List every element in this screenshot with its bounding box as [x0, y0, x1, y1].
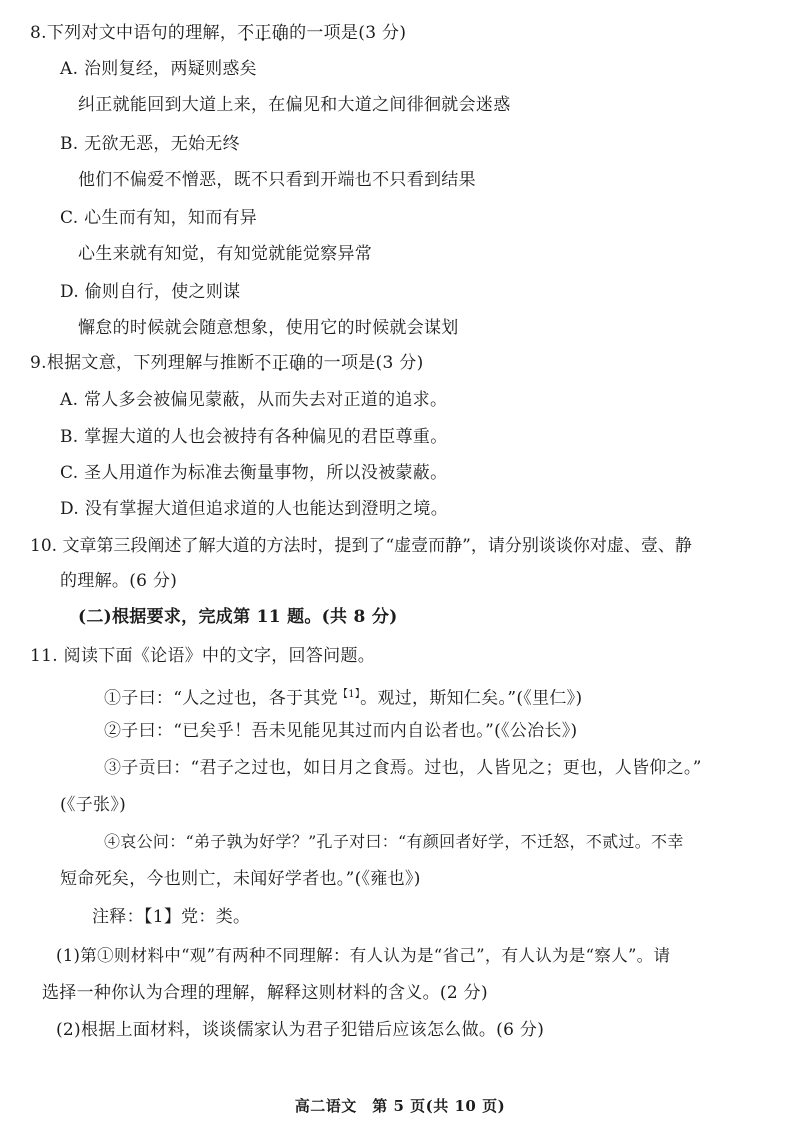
q9-option-a: A. 常人多会被偏见蒙蔽，从而失去对正道的追求。 — [60, 390, 448, 410]
q8-option-b: B. 无欲无恶，无始无终 — [60, 134, 240, 154]
q8-emphasis-char: 不 — [237, 23, 255, 43]
q11-material-3-line-2: (《子张》) — [60, 795, 127, 815]
q9-option-c: C. 圣人用道作为标准去衡量事物，所以没被蒙蔽。 — [60, 463, 448, 483]
q11-sub-1-line-1: (1)第①则材料中“观”有两种不同理解：有人认为是“省己”，有人认为是“察人”。请 — [56, 946, 671, 965]
q8-stem — [30, 22, 406, 44]
q11-material-1-text-b: 。观过，斯知仁矣。”(《里仁》) — [360, 688, 583, 709]
q11-material-2: ②子曰：“已矣乎！吾未见能见其过而内自讼者也。”(《公冶长》) — [104, 721, 578, 741]
q9-stem-text-b: 的一项是(3 分) — [306, 353, 424, 373]
q11-material-4-line-2: 短命死矣，今也则亡，未闻好学者也。”(《雍也》) — [60, 869, 421, 889]
q9-emphasis-char: 不 — [254, 353, 272, 373]
q9-emphasis-char: 正 — [271, 353, 290, 373]
q11-material-1 — [104, 684, 582, 710]
q9-stem-text-a: 9.根据文意，下列理解与推断 — [30, 353, 255, 373]
q8-option-d-explain: 懈怠的时候就会随意想象，使用它的时候就会谋划 — [78, 318, 459, 338]
section-2-heading: (二)根据要求，完成第 11 题。(共 8 分) — [78, 607, 398, 627]
q9-option-d: D. 没有掌握大道但追求道的人也能达到澄明之境。 — [60, 499, 449, 519]
q10-line-1: 10. 文章第三段阐述了解大道的方法时，提到了“虚壹而静”，请分别谈谈你对虚、壹、静 — [30, 536, 692, 556]
q8-stem-text-a: 8.下列对文中语句的理解， — [30, 23, 238, 43]
q9-stem — [30, 352, 424, 374]
q8-emphasis-char: 确 — [271, 23, 290, 43]
q11-material-4-line-1: ④哀公问：“弟子孰为好学？”孔子对曰：“有颜回者好学，不迁怒，不贰过。不幸 — [104, 832, 684, 851]
q11-sub-2: (2)根据上面材料，谈谈儒家认为君子犯错后应该怎么做。(6 分) — [56, 1020, 545, 1040]
q11-stem: 11. 阅读下面《论语》中的文字，回答问题。 — [30, 646, 376, 666]
q11-material-3-line-1: ③子贡曰：“君子之过也，如日月之食焉。过也，人皆见之；更也，人皆仰之。” — [104, 758, 702, 778]
q8-emphasis-char: 正 — [254, 23, 272, 43]
q11-note: 注释：【1】党：类。 — [92, 907, 251, 927]
q9-option-b: B. 掌握大道的人也会被持有各种偏见的君臣尊重。 — [60, 427, 448, 447]
q10-line-2: 的理解。(6 分) — [60, 571, 178, 591]
q8-option-d: D. 偷则自行，使之则谋 — [60, 282, 241, 302]
page-footer: 高二语文 第 5 页(共 10 页) — [294, 1097, 506, 1115]
q11-footnote-marker: 【1】 — [337, 689, 361, 700]
q8-option-a: A. 治则复经，两疑则惑矣 — [60, 59, 257, 79]
q11-material-1-text-a: ①子曰：“人之过也，各于其党 — [104, 688, 338, 709]
q8-option-a-explain: 纠正就能回到大道上来，在偏见和大道之间徘徊就会迷惑 — [78, 95, 511, 115]
q11-sub-1-line-2: 选择一种你认为合理的理解，解释这则材料的含义。(2 分) — [42, 983, 488, 1003]
q9-emphasis-char: 确 — [289, 353, 307, 373]
q8-option-c: C. 心生而有知，知而有异 — [60, 208, 258, 228]
q8-option-b-explain: 他们不偏爱不憎恶，既不只看到开端也不只看到结果 — [78, 170, 476, 190]
q8-option-c-explain: 心生来就有知觉，有知觉就能觉察异常 — [78, 244, 373, 264]
q8-stem-text-b: 的一项是(3 分) — [289, 23, 407, 43]
